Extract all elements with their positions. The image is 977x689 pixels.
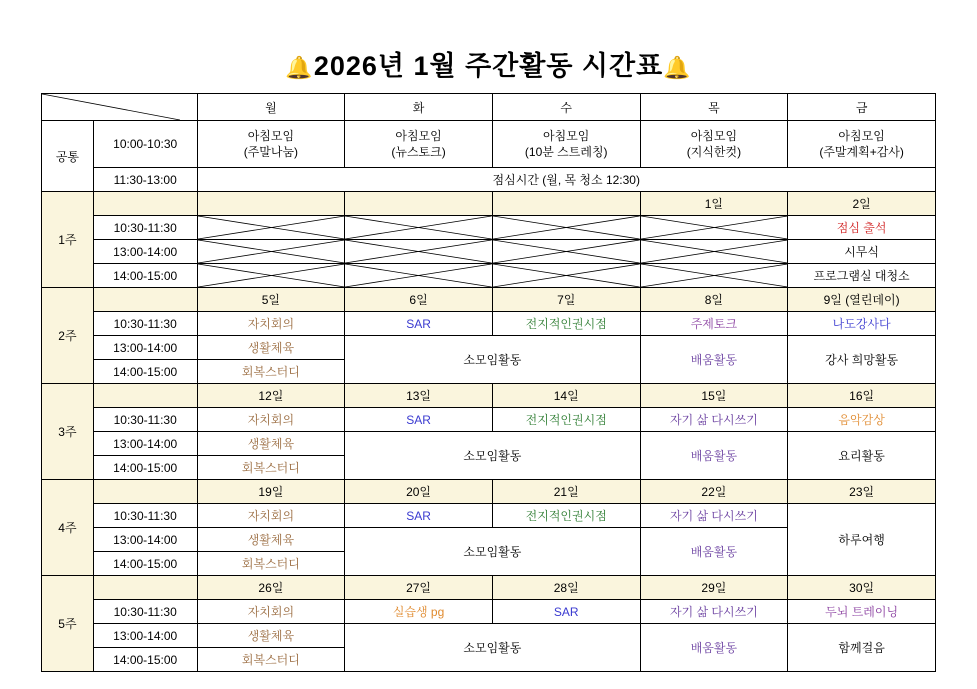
lunch-cell: 점심시간 (월, 목 청소 12:30) xyxy=(197,168,935,192)
row-label-common: 공통 xyxy=(42,121,94,192)
activity-cell: 점심 출석 xyxy=(788,216,936,240)
row-label-week-4: 4주 xyxy=(42,480,94,576)
date-cell-1-0 xyxy=(197,192,345,216)
week-date-row xyxy=(42,480,936,504)
date-cell-5-0: 26일 xyxy=(197,576,345,600)
week-date-row xyxy=(42,576,936,600)
activity-cell: 프로그램실 대청소 xyxy=(788,264,936,288)
activity-cell: 배움활동 xyxy=(640,432,788,480)
header-day-2: 수 xyxy=(492,94,640,121)
activity-cell: 전지적인권시점 xyxy=(492,408,640,432)
activity-cell: SAR xyxy=(492,600,640,624)
activity-row xyxy=(42,600,936,624)
date-cell-1-3: 1일 xyxy=(640,192,788,216)
blocked-cell xyxy=(345,264,493,288)
activity-cell: 시무식 xyxy=(788,240,936,264)
bell-icon-right: 🔔 xyxy=(663,54,692,80)
activity-cell: 함께걸음 xyxy=(788,624,936,672)
time-label: 10:30-11:30 xyxy=(93,216,197,240)
activity-cell: 나도강사다 xyxy=(788,312,936,336)
bell-icon-left: 🔔 xyxy=(285,54,314,80)
time-label: 14:00-15:00 xyxy=(93,456,197,480)
activity-row xyxy=(42,432,936,456)
date-cell-2-1: 6일 xyxy=(345,288,493,312)
date-cell-4-0: 19일 xyxy=(197,480,345,504)
date-cell-1-1 xyxy=(345,192,493,216)
time-label: 10:00-10:30 xyxy=(93,121,197,168)
activity-cell: 회복스터디 xyxy=(197,456,345,480)
table-header-row xyxy=(42,94,936,121)
date-cell-3-0: 12일 xyxy=(197,384,345,408)
activity-cell: 자치회의 xyxy=(197,600,345,624)
time-label: 14:00-15:00 xyxy=(93,360,197,384)
activity-cell: 요리활동 xyxy=(788,432,936,480)
time-label: 11:30-13:00 xyxy=(93,168,197,192)
activity-cell: 자치회의 xyxy=(197,504,345,528)
time-label: 13:00-14:00 xyxy=(93,528,197,552)
date-cell-4-3: 22일 xyxy=(640,480,788,504)
date-cell-2-3: 8일 xyxy=(640,288,788,312)
schedule-table xyxy=(41,93,936,672)
activity-cell: 전지적인권시점 xyxy=(492,504,640,528)
blocked-cell xyxy=(492,216,640,240)
week-date-row xyxy=(42,192,936,216)
date-cell-4-4: 23일 xyxy=(788,480,936,504)
activity-cell: 배움활동 xyxy=(640,528,788,576)
page-title xyxy=(285,44,691,83)
blocked-cell xyxy=(197,264,345,288)
activity-cell: 자치회의 xyxy=(197,408,345,432)
activity-cell: 생활체육 xyxy=(197,528,345,552)
activity-cell: 소모임활동 xyxy=(345,336,640,384)
blocked-cell xyxy=(492,264,640,288)
date-cell-2-0: 5일 xyxy=(197,288,345,312)
date-cell-2-4: 9일 (열린데이) xyxy=(788,288,936,312)
date-row-spacer xyxy=(93,480,197,504)
time-label: 14:00-15:00 xyxy=(93,648,197,672)
activity-cell: 음악감상 xyxy=(788,408,936,432)
common-row-lunch xyxy=(42,168,936,192)
activity-row xyxy=(42,240,936,264)
activity-cell: 생활체육 xyxy=(197,432,345,456)
activity-row xyxy=(42,264,936,288)
common-activity-3: 아침모임 (지식한컷) xyxy=(640,121,788,168)
activity-cell: SAR xyxy=(345,312,493,336)
date-cell-5-3: 29일 xyxy=(640,576,788,600)
header-day-1: 화 xyxy=(345,94,493,121)
activity-cell: 자기 삶 다시쓰기 xyxy=(640,408,788,432)
activity-cell: 두뇌 트레이닝 xyxy=(788,600,936,624)
time-label: 13:00-14:00 xyxy=(93,432,197,456)
activity-cell: 하루여행 xyxy=(788,504,936,576)
date-cell-4-2: 21일 xyxy=(492,480,640,504)
activity-row xyxy=(42,312,936,336)
activity-cell: 전지적인권시점 xyxy=(492,312,640,336)
activity-cell: 자기 삶 다시쓰기 xyxy=(640,600,788,624)
date-cell-1-2 xyxy=(492,192,640,216)
activity-cell: SAR xyxy=(345,408,493,432)
time-label: 10:30-11:30 xyxy=(93,504,197,528)
date-row-spacer xyxy=(93,576,197,600)
common-activity-4: 아침모임 (주말계획+감사) xyxy=(788,121,936,168)
activity-cell: SAR xyxy=(345,504,493,528)
activity-row xyxy=(42,408,936,432)
page-title-wrap xyxy=(0,0,977,93)
week-date-row xyxy=(42,288,936,312)
date-cell-2-2: 7일 xyxy=(492,288,640,312)
row-label-week-1: 1주 xyxy=(42,192,94,288)
activity-row xyxy=(42,336,936,360)
row-label-week-3: 3주 xyxy=(42,384,94,480)
activity-cell: 생활체육 xyxy=(197,336,345,360)
header-day-3: 목 xyxy=(640,94,788,121)
blocked-cell xyxy=(492,240,640,264)
time-label: 13:00-14:00 xyxy=(93,240,197,264)
date-cell-5-1: 27일 xyxy=(345,576,493,600)
activity-cell: 생활체육 xyxy=(197,624,345,648)
date-row-spacer xyxy=(93,288,197,312)
page-title-text: 2026년 1월 주간활동 시간표 xyxy=(313,51,664,81)
blocked-cell xyxy=(640,240,788,264)
activity-cell: 주제토크 xyxy=(640,312,788,336)
time-label: 14:00-15:00 xyxy=(93,552,197,576)
activity-row xyxy=(42,504,936,528)
time-label: 10:30-11:30 xyxy=(93,408,197,432)
row-label-week-5: 5주 xyxy=(42,576,94,672)
time-label: 14:00-15:00 xyxy=(93,264,197,288)
activity-cell: 소모임활동 xyxy=(345,528,640,576)
activity-cell: 회복스터디 xyxy=(197,648,345,672)
time-label: 10:30-11:30 xyxy=(93,600,197,624)
common-activity-2: 아침모임 (10분 스트레칭) xyxy=(492,121,640,168)
time-label: 10:30-11:30 xyxy=(93,312,197,336)
table-corner-cell xyxy=(42,94,198,121)
activity-cell: 배움활동 xyxy=(640,336,788,384)
date-cell-3-3: 15일 xyxy=(640,384,788,408)
activity-cell: 소모임활동 xyxy=(345,624,640,672)
time-label: 13:00-14:00 xyxy=(93,336,197,360)
blocked-cell xyxy=(345,216,493,240)
activity-cell: 회복스터디 xyxy=(197,360,345,384)
activity-row xyxy=(42,216,936,240)
date-cell-1-4: 2일 xyxy=(788,192,936,216)
date-row-spacer xyxy=(93,192,197,216)
activity-cell: 실습생 pg xyxy=(345,600,493,624)
header-day-0: 월 xyxy=(197,94,345,121)
common-activity-0: 아침모임 (주말나눔) xyxy=(197,121,345,168)
activity-row xyxy=(42,624,936,648)
activity-cell: 자치회의 xyxy=(197,312,345,336)
common-activity-1: 아침모임 (뉴스토크) xyxy=(345,121,493,168)
activity-cell: 회복스터디 xyxy=(197,552,345,576)
blocked-cell xyxy=(345,240,493,264)
blocked-cell xyxy=(640,264,788,288)
time-label: 13:00-14:00 xyxy=(93,624,197,648)
date-row-spacer xyxy=(93,384,197,408)
date-cell-5-2: 28일 xyxy=(492,576,640,600)
date-cell-3-4: 16일 xyxy=(788,384,936,408)
blocked-cell xyxy=(197,240,345,264)
blocked-cell xyxy=(197,216,345,240)
common-row-morning xyxy=(42,121,936,168)
activity-cell: 자기 삶 다시쓰기 xyxy=(640,504,788,528)
date-cell-3-2: 14일 xyxy=(492,384,640,408)
blocked-cell xyxy=(640,216,788,240)
date-cell-5-4: 30일 xyxy=(788,576,936,600)
activity-cell: 배움활동 xyxy=(640,624,788,672)
row-label-week-2: 2주 xyxy=(42,288,94,384)
date-cell-4-1: 20일 xyxy=(345,480,493,504)
week-date-row xyxy=(42,384,936,408)
date-cell-3-1: 13일 xyxy=(345,384,493,408)
activity-cell: 강사 희망활동 xyxy=(788,336,936,384)
header-day-4: 금 xyxy=(788,94,936,121)
activity-cell: 소모임활동 xyxy=(345,432,640,480)
